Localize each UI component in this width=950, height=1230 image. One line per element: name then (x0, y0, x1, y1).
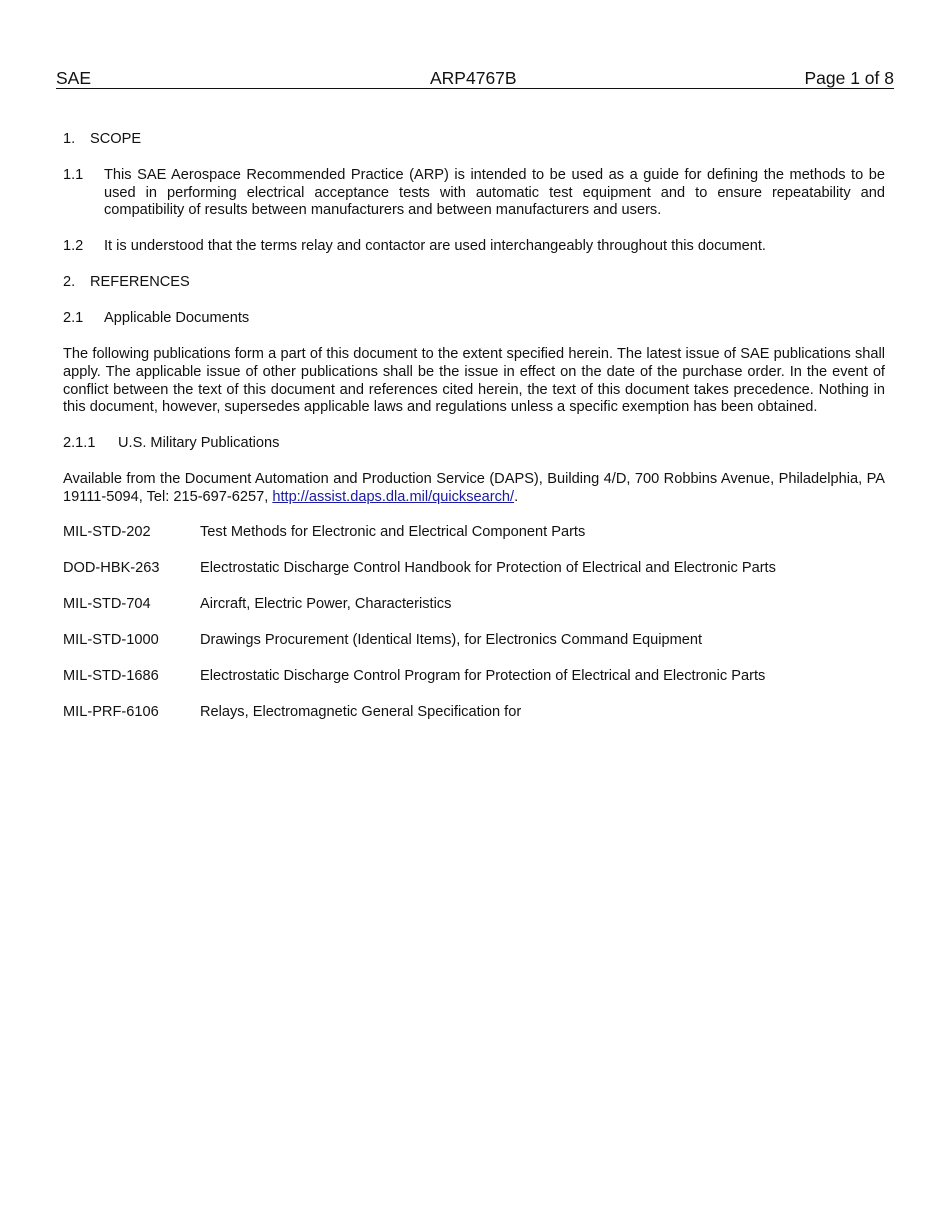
section-2-1-1-title: U.S. Military Publications (118, 434, 280, 451)
section-2-1-title: Applicable Documents (104, 310, 250, 327)
header-document-number: ARP4767B (430, 68, 517, 88)
section-2-heading (63, 274, 885, 292)
reference-id: MIL-STD-1000 (63, 632, 159, 649)
reference-row (63, 596, 885, 614)
reference-title: Test Methods for Electronic and Electrical Component Parts (200, 524, 586, 541)
section-1-heading (63, 131, 885, 149)
header-page-number: Page 1 of 8 (804, 68, 894, 88)
section-1-title: SCOPE (90, 131, 142, 147)
document-body (63, 131, 885, 722)
reference-row (63, 704, 885, 722)
section-1-number: 1. (63, 131, 76, 147)
availability-period: . (514, 488, 519, 505)
reference-title: Electrostatic Discharge Control Program for Protection of Electrical and Electronic Parts (200, 668, 766, 685)
reference-id: MIL-STD-1686 (63, 668, 159, 685)
page-header (56, 68, 894, 89)
section-2-title: REFERENCES (90, 274, 190, 291)
section-2-1-heading (63, 310, 885, 328)
reference-id: MIL-PRF-6106 (63, 704, 159, 721)
reference-row (63, 524, 885, 542)
paragraph-1-1-number: 1.1 (63, 167, 84, 183)
section-2-number: 2. (63, 274, 76, 291)
availability-text: Available from the Document Automation and Production Service (DAPS), Building 4/D, 700 Robbins Avenue, Philadelphia, PA 19111-5094, Tel: 215-697-6257, (63, 470, 885, 505)
section-2-1-number: 2.1 (63, 310, 84, 327)
reference-row (63, 668, 885, 686)
paragraph-1-2-text: It is understood that the terms relay and contactor are used interchangeably throughout this document. (104, 238, 766, 255)
reference-row (63, 560, 885, 578)
availability-paragraph (63, 471, 885, 506)
reference-id: MIL-STD-202 (63, 524, 151, 541)
reference-id: DOD-HBK-263 (63, 560, 160, 577)
quicksearch-link[interactable]: http://assist.daps.dla.mil/quicksearch/ (272, 488, 515, 505)
reference-title: Drawings Procurement (Identical Items), for Electronics Command Equipment (200, 632, 703, 649)
reference-row (63, 632, 885, 650)
section-2-1-1-number: 2.1.1 (63, 434, 96, 451)
reference-title: Electrostatic Discharge Control Handbook for Protection of Electrical and Electronic Parts (200, 560, 776, 577)
reference-title: Relays, Electromagnetic General Specification for (200, 704, 522, 721)
applicable-documents-paragraph: The following publications form a part of this document to the extent specified herein. The latest issue of SAE publications shall apply. The applicable issue of other publications shall be the issue in effect on the date of the purchase order. In the event of conflict between the text of this document and references cited herein, the text of this document takes precedence. Nothing in this document, however, supersedes applicable laws and regulations unless a specific exemption has been obtained. (63, 346, 885, 416)
header-organization: SAE (56, 68, 92, 88)
reference-title: Aircraft, Electric Power, Characteristics (200, 596, 452, 613)
paragraph-1-1-text: This SAE Aerospace Recommended Practice (ARP) is intended to be used as a guide for defining the methods to be used in performing electrical acceptance tests with automatic test equipment and to ensure repeatability and compatibility of results between manufacturers and between manufacturers and users. (104, 167, 885, 219)
reference-id: MIL-STD-704 (63, 596, 151, 613)
section-2-1-1-heading (63, 435, 885, 453)
paragraph-1-2 (63, 238, 885, 256)
paragraph-1-2-number: 1.2 (63, 238, 84, 255)
paragraph-1-1 (63, 167, 885, 220)
